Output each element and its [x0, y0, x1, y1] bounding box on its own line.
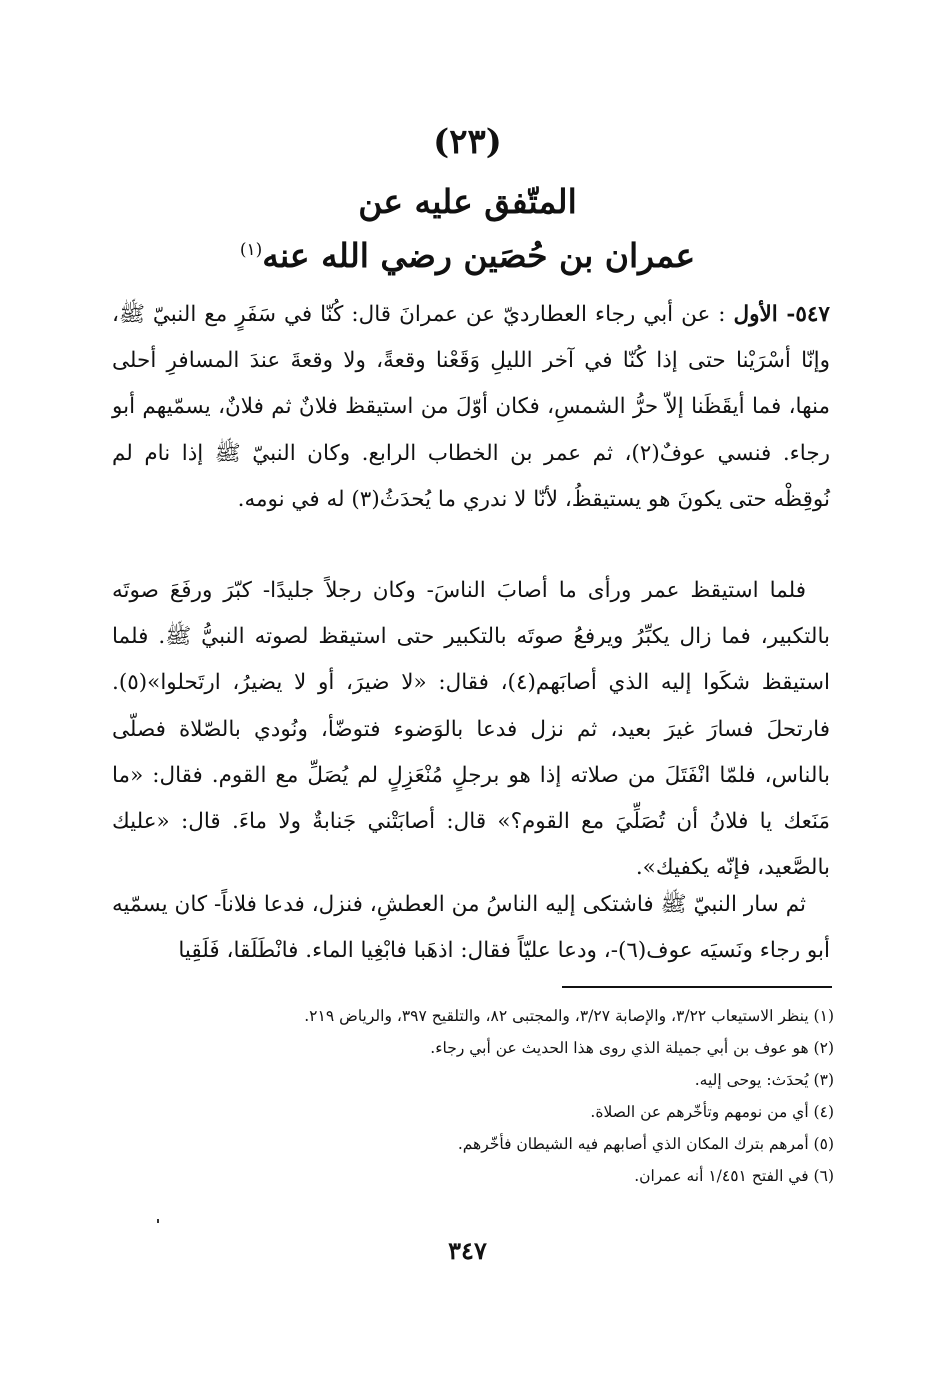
footnote-6: (٦) في الفتح ١/٤٥١ أنه عمران. — [634, 1167, 834, 1185]
footnote-4: (٤) أي من نومهم وتأخّرهم عن الصلاة. — [590, 1103, 834, 1121]
chapter-number: (٢٣) — [433, 122, 502, 162]
hadith-number: ٥٤٧- الأول — [733, 302, 830, 327]
chapter-title-name: عمران بن حُصَين رضي الله عنه — [262, 236, 696, 275]
footnote-3: (٣) يُحدَث: يوحى إليه. — [694, 1071, 834, 1089]
footnote-1: (١) ينظر الاستيعاب ٣/٢٢، والإصابة ٣/٢٧، والمجتبى ٨٢، والتلقيح ٣٩٧، والرياض ٢١٩. — [304, 1007, 834, 1025]
paragraph-1-text: : عن أبي رجاء العطارديّ عن عمرانَ قال: كُنّا في سَفَرٍ مع النبيّ ﷺ، وإنّا أسْرَيْنا حتى إذا كُنّا في آخر الليلِ وَقَعْنا وقعةً، ولا وقعةَ عندَ المسافرِ أحلى منها، فما أيقَظَنا إلاّ حرُّ الشمسِ، فكان أوّلَ من استيقظ فلانٌ ثم فلانٌ، يسمّيهم أبو رجاء. فنسي عوفٌ(٢)، ثم عمر بن الخطاب الرابع. وكان النبيّ ﷺ إذا نام لم نُوقِظْه حتى يكونَ هو يستيقظُ، لأنّا لا ندري ما يُحدَثُ(٣) له في نومه. — [112, 302, 831, 512]
footnotes — [112, 1000, 834, 1192]
footnote-2: (٢) هو عوف بن أبي جميلة الذي روى هذا الحديث عن أبي رجاء. — [430, 1039, 834, 1057]
page-number: ٣٤٧ — [448, 1236, 487, 1265]
footnote-divider — [562, 986, 832, 988]
paragraph-3-text: ثم سار النبيّ ﷺ فاشتكى إليه الناسُ من العطشِ، فنزل، فدعا فلاناً- كان يسمّيه أبو رجاء ونَسيَه عوف(٦)-، ودعا عليّاً فقال: اذهَبا فابْغِيا الماء. فانْطَلَقا، فَلَقِيا — [112, 892, 830, 964]
hadith-paragraph-1 — [112, 292, 830, 523]
title-footnote-ref: (١) — [239, 240, 263, 260]
scan-speck — [157, 1219, 159, 1223]
footnote-5: (٥) أمرهم بترك المكان الذي أصابهم فيه الشيطان فأخّرهم. — [457, 1135, 834, 1153]
hadith-paragraph-2 — [112, 568, 830, 891]
hadith-paragraph-3 — [112, 882, 830, 974]
paragraph-2-text: فلما استيقظ عمر ورأى ما أصابَ الناسَ- وكان رجلاً جليدًا- كبّرَ ورفَعَ صوتَه بالتكبير، فما زال يكبِّرُ ويرفعُ صوتَه بالتكبير حتى استيقظ لصوته النبيُّ ﷺ. فلما استيقظ شكَوا إليه الذي أصابَهم(٤)، فقال: «لا ضيرَ، أو لا يضيرُ، ارتَحلوا»(٥). فارتحلَ فسارَ غيرَ بعيد، ثم نزل فدعا بالوَضوء فتوضّأ، ونُودي بالصّلاة فصلّى بالناس، فلمّا انْفَتَلَ من صلاته إذا هو برجلٍ مُنْعَزِلٍ لم يُصَلِّ مع القوم. فقال: «ما مَنَعك يا فلانُ أن تُصَلِّيَ مع القوم؟» قال: أصابَتْني جَنابةٌ ولا ماءَ. قال: «عليك بالصَّعيد، فإنّه يكفيك». — [112, 578, 830, 881]
chapter-title-line-2 — [0, 236, 935, 275]
chapter-title-line-1: المتّفق عليه عن — [358, 182, 577, 221]
